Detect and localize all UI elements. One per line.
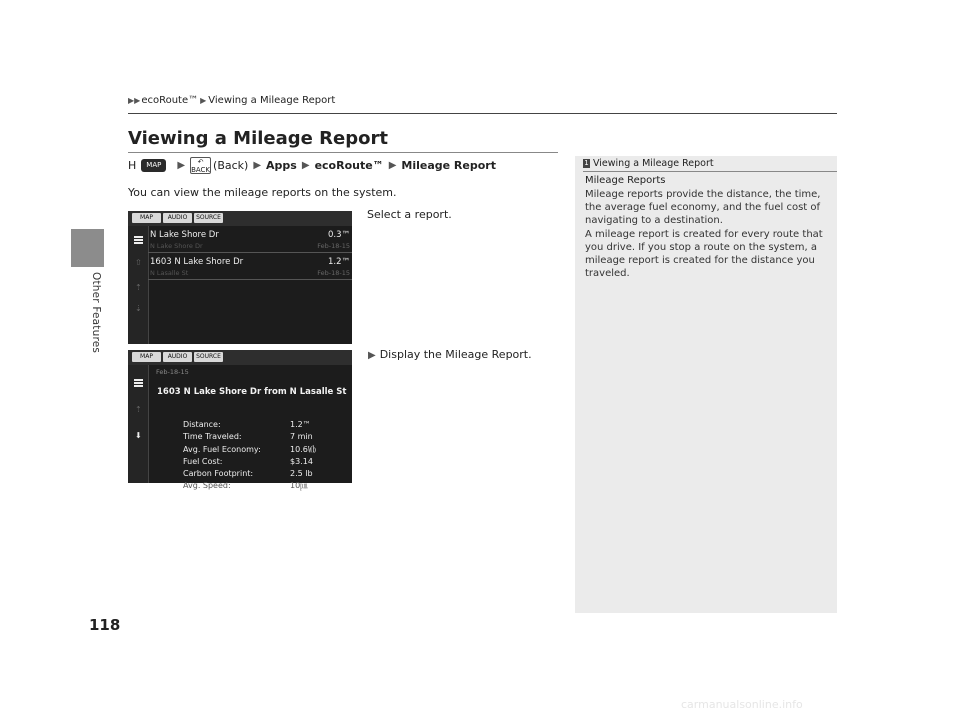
report-name: N Lake Shore Dr — [150, 230, 219, 240]
stat-value: 2.5 lb — [290, 469, 313, 479]
stat-row — [183, 480, 343, 492]
screen-top-bar — [128, 211, 352, 226]
breadcrumb-arrow-icon: ▶ — [200, 96, 207, 105]
scroll-up-icon[interactable]: ⇧ — [135, 258, 142, 267]
report-stats — [183, 419, 343, 493]
title-divider — [128, 152, 558, 153]
report-distance: 1.2™ — [327, 257, 350, 267]
stat-label: Carbon Footprint: — [183, 469, 254, 479]
report-subtitle: N Lake Shore Dr — [150, 242, 203, 250]
path-mileage-report: Mileage Report — [401, 159, 496, 172]
section-tab — [71, 229, 104, 267]
scroll-down-icon[interactable]: ⬇ — [135, 431, 142, 440]
report-title: 1603 N Lake Shore Dr from N Lasalle St — [157, 387, 347, 397]
step-select-report: Select a report. — [367, 208, 452, 221]
section-label: Other Features — [90, 272, 102, 354]
note-divider — [583, 171, 837, 172]
report-date: Feb-18-15 — [317, 269, 350, 277]
stat-row — [183, 456, 343, 468]
report-date: Feb-18-15 — [317, 242, 350, 250]
breadcrumb-item-mileage-report: Viewing a Mileage Report — [208, 95, 336, 106]
path-ecoroute: ecoRoute™ — [314, 159, 384, 172]
stat-label: Fuel Cost: — [183, 456, 223, 466]
stat-value: 1.2™ — [290, 420, 311, 429]
stat-label: Avg. Fuel Economy: — [183, 444, 261, 454]
menu-icon[interactable] — [134, 379, 143, 386]
stat-label: Avg. Speed: — [183, 481, 231, 491]
stat-row — [183, 468, 343, 480]
stat-row — [183, 419, 343, 431]
path-arrow-icon: ▶ — [177, 160, 186, 171]
note-heading-text: Viewing a Mileage Report — [593, 158, 714, 169]
stat-label: Distance: — [183, 420, 221, 429]
breadcrumb-arrow-icon: ▶▶ — [128, 96, 141, 105]
scroll-up-icon[interactable]: ⇡ — [135, 283, 142, 292]
note-subheading: Mileage Reports — [585, 175, 666, 186]
report-name: 1603 N Lake Shore Dr — [150, 257, 244, 267]
note-body — [585, 188, 831, 280]
stat-value: 10㏘ — [290, 481, 309, 491]
note-paragraph: A mileage report is created for every route that you drive. If you stop a route on the system, a mileage report is created for the distance you traveled. — [585, 228, 823, 280]
note-paragraph: Mileage reports provide the distance, the time, the average fuel economy, and the fuel cost of navigating to a destination. — [585, 189, 821, 227]
report-date: Feb-18-15 — [156, 368, 189, 376]
map-button[interactable]: MAP — [132, 213, 161, 223]
path-arrow-icon: ▶ — [388, 160, 397, 171]
map-button[interactable]: MAP — [132, 352, 161, 362]
side-note — [575, 156, 837, 613]
back-text: (Back) — [213, 159, 249, 172]
report-subtitle: N Lasalle St — [150, 269, 189, 277]
stat-value: 7 min — [290, 432, 313, 442]
stat-row — [183, 431, 343, 443]
page-number: 118 — [89, 616, 121, 634]
watermark: carmanualsonline.info — [681, 698, 803, 711]
screen-side-strip — [128, 365, 149, 483]
note-number-icon: 1 — [584, 159, 589, 167]
audio-button[interactable]: AUDIO — [163, 213, 192, 223]
navigation-path — [128, 157, 496, 174]
source-button[interactable]: SOURCE — [194, 352, 223, 362]
stat-row — [183, 444, 343, 456]
stat-value: 10.6㏝ — [290, 444, 316, 454]
stat-label: Time Traveled: — [183, 432, 242, 442]
source-button[interactable]: SOURCE — [194, 213, 223, 223]
note-heading — [583, 158, 714, 169]
stat-value: $3.14 — [290, 456, 313, 466]
breadcrumb — [128, 95, 335, 106]
scroll-down-icon[interactable]: ⇣ — [135, 304, 142, 313]
result-arrow-icon: ▶ — [368, 350, 376, 361]
path-arrow-icon: ▶ — [253, 160, 262, 171]
report-distance: 0.3™ — [327, 230, 350, 240]
back-button-icon — [190, 157, 211, 174]
header-divider — [128, 113, 837, 114]
audio-button[interactable]: AUDIO — [163, 352, 192, 362]
step-display-report — [368, 348, 532, 361]
screen-top-bar — [128, 350, 352, 365]
report-list-screen — [128, 211, 352, 344]
home-icon: H — [128, 159, 137, 172]
intro-text: You can view the mileage reports on the system. — [128, 186, 397, 199]
menu-icon[interactable] — [134, 236, 143, 243]
back-key-label: BACK — [191, 166, 211, 174]
scroll-up-icon[interactable]: ⇡ — [135, 405, 142, 414]
map-button-icon: MAP — [141, 159, 166, 172]
back-arrow-glyph: ↶ — [197, 158, 204, 166]
page-title: Viewing a Mileage Report — [128, 128, 388, 149]
breadcrumb-item-ecoroute: ecoRoute™ — [141, 95, 199, 106]
screen-side-strip — [128, 226, 149, 344]
path-arrow-icon: ▶ — [301, 160, 310, 171]
step-display-text: Display the Mileage Report. — [379, 348, 532, 361]
report-detail-screen — [128, 350, 352, 491]
report-row[interactable] — [148, 226, 352, 253]
report-row[interactable] — [148, 253, 352, 280]
path-apps: Apps — [266, 159, 297, 172]
